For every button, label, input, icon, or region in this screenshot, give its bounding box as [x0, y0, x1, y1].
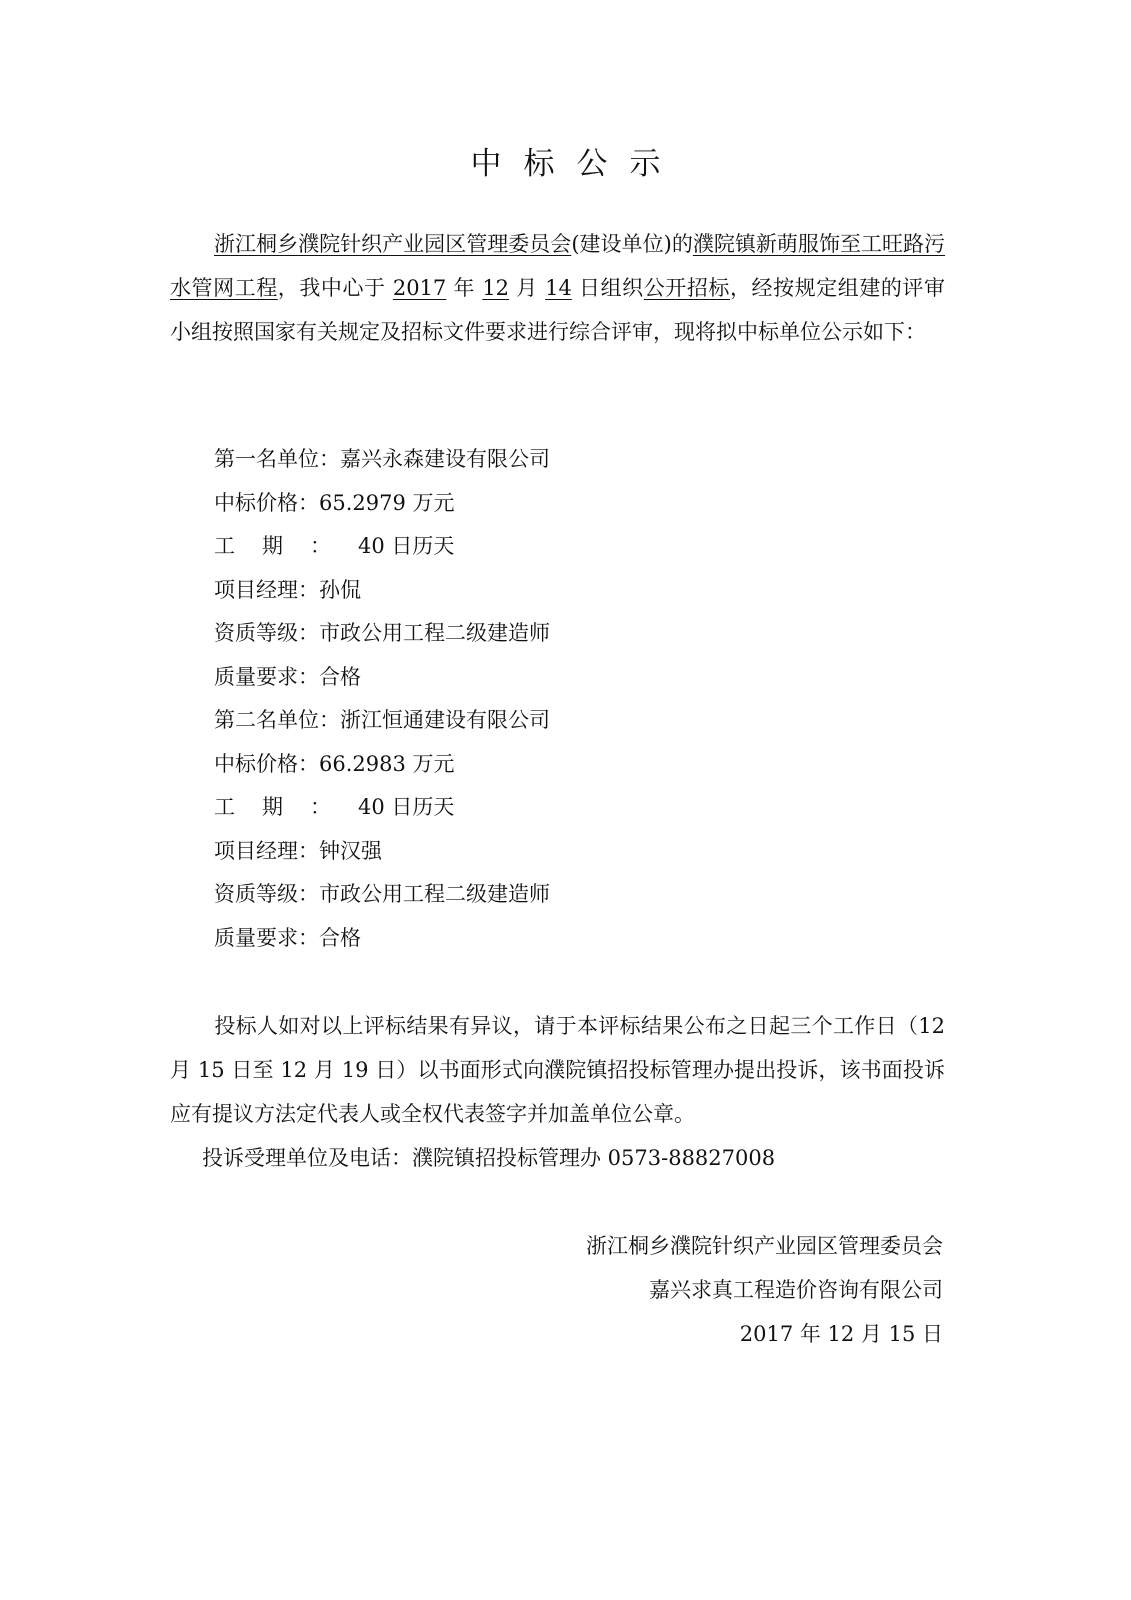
intro-paragraph: [170, 222, 945, 354]
bid-year-unit: 年: [453, 276, 476, 300]
manager-label: 项目经理：: [214, 838, 319, 863]
manager-value: 钟汉强: [319, 838, 382, 863]
candidate-unit: 嘉兴永森建设有限公司: [340, 447, 550, 471]
qualification-row: [214, 873, 934, 917]
signature-org-management: 浙江桐乡濮院针织产业园区管理委员会: [586, 1234, 943, 1258]
quality-row: [214, 917, 934, 961]
candidate-unit-row: [214, 438, 934, 482]
intro-rest: ，经按规定组建的评审小组按照国家有关规定及招标文件要求进行综合评审，现将拟中标单位公示如下：: [170, 276, 945, 344]
objection-paragraph: [170, 1004, 945, 1136]
intro-after-project: ，我中心于: [277, 276, 386, 300]
bid-month-unit: 月: [516, 276, 538, 300]
intro-connector: 的: [671, 232, 693, 256]
bid-day-unit: 日组织: [579, 276, 644, 300]
bid-year: 2017: [392, 276, 447, 300]
manager-value: 孙侃: [319, 577, 361, 602]
price-value: 66.2983 万元: [319, 751, 455, 776]
project-name: 濮院镇新萌服饰至工旺路污水管网工程: [170, 232, 946, 300]
qualification-label: 资质等级：: [214, 621, 319, 645]
price-label: 中标价格：: [214, 751, 319, 776]
quality-label: 质量要求：: [214, 925, 319, 950]
quality-label: 质量要求：: [214, 664, 319, 689]
bid-month: 12: [482, 276, 510, 300]
qualification-label: 资质等级：: [214, 882, 319, 906]
period-label: 工期：: [214, 534, 358, 558]
candidate-unit-row: [214, 699, 934, 743]
price-value: 65.2979 万元: [319, 490, 455, 515]
complaint-contact: 投诉受理单位及电话：濮院镇招投标管理办 0573-88827008: [202, 1146, 776, 1170]
bid-day: 14: [545, 276, 572, 300]
candidate-second: [214, 699, 934, 960]
qualification-value: 市政公用工程二级建造师: [319, 621, 550, 645]
period-row: [214, 786, 934, 830]
price-label: 中标价格：: [214, 490, 319, 515]
qualification-value: 市政公用工程二级建造师: [319, 882, 550, 906]
signature-block: [586, 1224, 943, 1356]
signature-date: 2017 年 12 月 15 日: [739, 1322, 943, 1346]
price-row: [214, 743, 934, 787]
manager-row: [214, 569, 934, 613]
candidate-list: [214, 438, 934, 960]
period-value: 40 日历天: [358, 534, 455, 558]
manager-row: [214, 830, 934, 874]
owner-role: (建设单位): [571, 232, 672, 256]
signature-org-consultant: 嘉兴求真工程造价咨询有限公司: [649, 1278, 943, 1302]
rank-label: 第一名单位：: [214, 447, 340, 471]
objection-text: 投标人如对以上评标结果有异议，请于本评标结果公布之日起三个工作日（12 月 15 日至 12 月 19 日）以书面形式向濮院镇招投标管理办提出投诉，该书面投诉应有提议方法定代表人或全权代表签字并加盖单位公章。: [170, 1014, 945, 1126]
candidate-unit: 浙江恒通建设有限公司: [340, 708, 550, 732]
quality-row: [214, 656, 934, 700]
quality-value: 合格: [319, 925, 361, 950]
qualification-row: [214, 612, 934, 656]
owner-name: 浙江桐乡濮院针织产业园区管理委员会: [214, 232, 572, 256]
price-row: [214, 482, 934, 526]
period-label: 工期：: [214, 795, 358, 819]
candidate-first: [214, 438, 934, 699]
quality-value: 合格: [319, 664, 361, 689]
period-value: 40 日历天: [358, 795, 455, 819]
period-row: [214, 525, 934, 569]
page-title: 中标公示: [470, 146, 683, 182]
bid-method: 公开招标: [643, 276, 730, 300]
rank-label: 第二名单位：: [214, 708, 340, 732]
manager-label: 项目经理：: [214, 577, 319, 602]
